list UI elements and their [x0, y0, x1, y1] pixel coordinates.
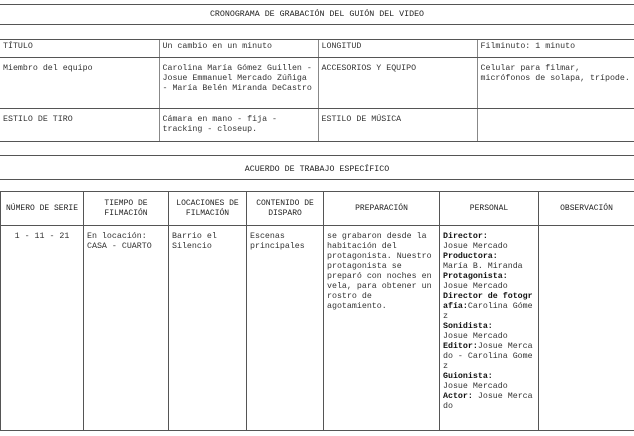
- actor-value: Josue Mercado: [443, 392, 533, 411]
- tiro-label: ESTILO DE TIRO: [0, 109, 159, 142]
- longitud-label: LONGITUD: [318, 40, 477, 58]
- accesorios-value: Celular para filmar, micrófonos de solapa, trípode.: [477, 58, 634, 109]
- divider: [0, 24, 634, 25]
- fotografia-label: Director de fotografía:: [443, 292, 533, 311]
- document-title: CRONOGRAMA DE GRABACIÓN DEL GUIÓN DEL VIDEO: [209, 10, 425, 19]
- header-numero: NÚMERO DE SERIE: [1, 192, 84, 226]
- schedule-header-row: [1, 192, 634, 226]
- info-row-style: [0, 109, 634, 142]
- director-value: Josue Mercado: [443, 242, 508, 251]
- guionista-label: Guionista:: [443, 372, 493, 381]
- sonidista-label: Sonidista:: [443, 322, 493, 331]
- header-personal: PERSONAL: [440, 192, 539, 226]
- header-locaciones: LOCACIONES DE FILMACIÓN: [169, 192, 247, 226]
- editor-value: Josue Mercado - Carolina Gomez: [443, 342, 533, 371]
- protagonista-value: Josue Mercado: [443, 282, 508, 291]
- titulo-value: Un cambio en un minuto: [159, 40, 318, 58]
- schedule-table: [0, 191, 634, 431]
- productora-value: María B. Miranda: [443, 262, 523, 271]
- tiro-value: Cámara en mano - fija - tracking - closeup.: [159, 109, 318, 142]
- header-contenido: CONTENIDO DE DISPARO: [247, 192, 324, 226]
- header-observacion: OBSERVACIÓN: [539, 192, 634, 226]
- miembro-value: Carolina María Gómez Guillen - Josue Emmanuel Mercado Zúñiga - María Belén Miranda DeCastro: [159, 58, 318, 109]
- guionista-value: Josue Mercado: [443, 382, 508, 391]
- cell-tiempo: En locación: CASA - CUARTO: [84, 226, 169, 431]
- header-preparacion: PREPARACIÓN: [324, 192, 440, 226]
- cell-contenido: Escenas principales: [247, 226, 324, 431]
- longitud-value: Filminuto: 1 minuto: [477, 40, 634, 58]
- info-table: [0, 39, 634, 142]
- musica-label: ESTILO DE MÚSICA: [318, 109, 477, 142]
- cell-preparacion: se grabaron desde la habitación del protagonista. Nuestro protagonista se preparó con noches en vela, para obtener un rostro de agotamiento.: [324, 226, 440, 431]
- musica-value: [477, 109, 634, 142]
- accesorios-label: ACCESORIOS Y EQUIPO: [318, 58, 477, 109]
- cell-personal: [440, 226, 539, 431]
- fotografia-value: Carolina Gómez: [443, 302, 533, 321]
- header-tiempo: TIEMPO DE FILMACIÓN: [84, 192, 169, 226]
- divider: [0, 4, 634, 5]
- productora-label: Productora:: [443, 252, 498, 261]
- director-label: Director:: [443, 232, 488, 241]
- editor-label: Editor:: [443, 342, 478, 351]
- cell-locaciones: Barrio el Silencio: [169, 226, 247, 431]
- actor-label: Actor:: [443, 392, 473, 401]
- protagonista-label: Protagonista:: [443, 272, 508, 281]
- info-row-title: [0, 40, 634, 58]
- miembro-label: Miembro del equipo: [0, 58, 159, 109]
- divider: [0, 155, 634, 156]
- info-row-members: [0, 58, 634, 109]
- sonidista-value: Josue Mercado: [443, 332, 508, 341]
- divider: [0, 179, 634, 180]
- titulo-label: TÍTULO: [0, 40, 159, 58]
- cell-observacion: [539, 226, 634, 431]
- table-row: [1, 226, 634, 431]
- cell-numero: 1 - 11 - 21: [1, 226, 84, 431]
- section-title: ACUERDO DE TRABAJO ESPECÍFICO: [244, 165, 390, 174]
